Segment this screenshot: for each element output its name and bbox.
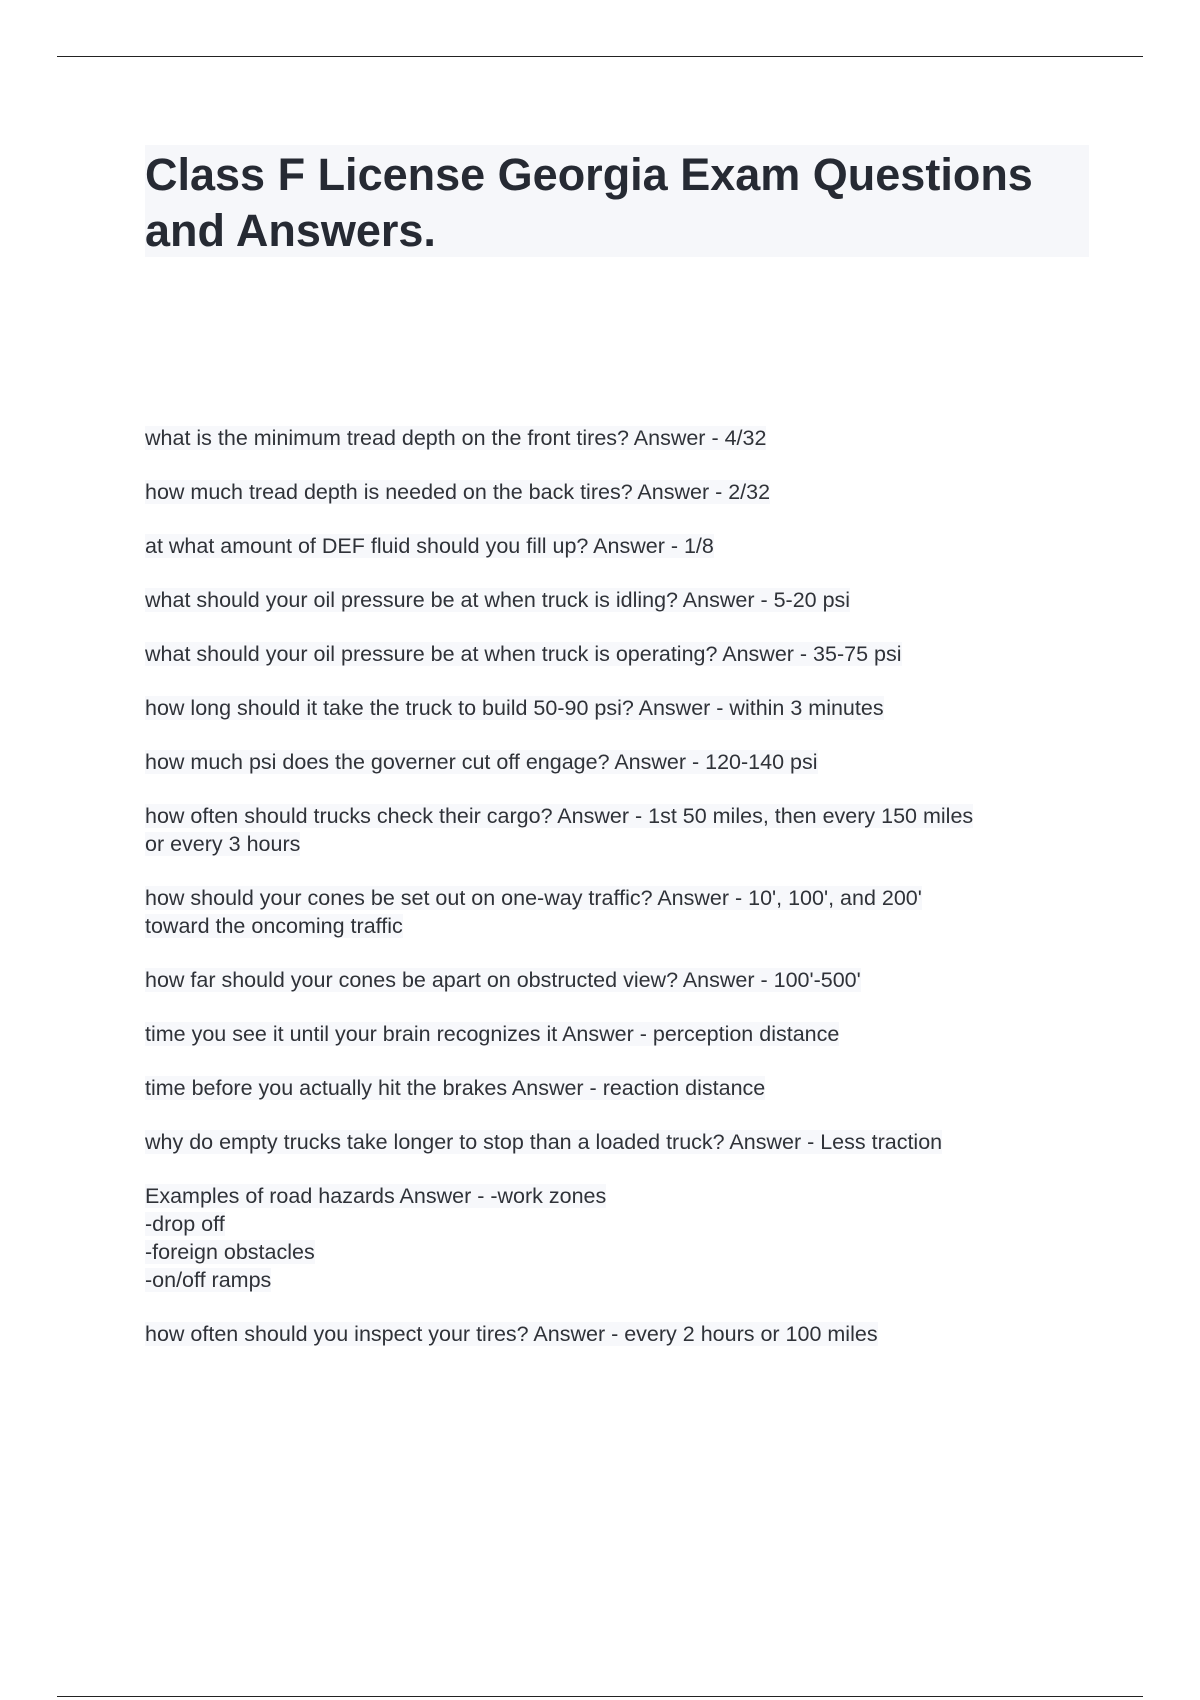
qa-text: how often should you inspect your tires? Answer - every 2 hours or 100 miles bbox=[145, 1322, 878, 1346]
qa-item bbox=[145, 586, 1085, 614]
qa-list bbox=[145, 424, 1085, 1374]
qa-text: what should your oil pressure be at when truck is operating? Answer - 35-75 psi bbox=[145, 642, 902, 666]
qa-text: how often should trucks check their cargo? Answer - 1st 50 miles, then every 150 miles or every 3 hours bbox=[145, 804, 974, 856]
qa-text: why do empty trucks take longer to stop than a loaded truck? Answer - Less traction bbox=[145, 1130, 943, 1154]
qa-text: how much psi does the governer cut off engage? Answer - 120-140 psi bbox=[145, 750, 818, 774]
qa-item bbox=[145, 424, 1085, 452]
qa-text: how much tread depth is needed on the back tires? Answer - 2/32 bbox=[145, 480, 771, 504]
qa-text: how long should it take the truck to build 50-90 psi? Answer - within 3 minutes bbox=[145, 696, 884, 720]
qa-item bbox=[145, 694, 1085, 722]
qa-text: time you see it until your brain recognizes it Answer - perception distance bbox=[145, 1022, 840, 1046]
title-block bbox=[145, 145, 1089, 257]
document-title: Class F License Georgia Exam Questions and Answers. bbox=[145, 149, 1033, 256]
qa-text: at what amount of DEF fluid should you fill up? Answer - 1/8 bbox=[145, 534, 714, 558]
qa-text: how far should your cones be apart on obstructed view? Answer - 100'-500' bbox=[145, 968, 861, 992]
qa-item bbox=[145, 1020, 1085, 1048]
qa-text: Examples of road hazards Answer - -work zones -drop off -foreign obstacles -on/off ramps bbox=[145, 1184, 607, 1292]
qa-text: time before you actually hit the brakes Answer - reaction distance bbox=[145, 1076, 766, 1100]
qa-item bbox=[145, 748, 1085, 776]
header-rule bbox=[57, 56, 1143, 57]
qa-item bbox=[145, 802, 1085, 858]
qa-item bbox=[145, 1182, 1085, 1294]
qa-text: what should your oil pressure be at when truck is idling? Answer - 5-20 psi bbox=[145, 588, 851, 612]
qa-item bbox=[145, 478, 1085, 506]
qa-text: how should your cones be set out on one-way traffic? Answer - 10', 100', and 200' toward the oncoming traffic bbox=[145, 886, 922, 938]
qa-item bbox=[145, 1128, 1085, 1156]
qa-item bbox=[145, 640, 1085, 668]
qa-item bbox=[145, 884, 1085, 940]
qa-text: what is the minimum tread depth on the front tires? Answer - 4/32 bbox=[145, 426, 767, 450]
qa-item bbox=[145, 966, 1085, 994]
qa-item bbox=[145, 1320, 1085, 1348]
qa-item bbox=[145, 1074, 1085, 1102]
qa-item bbox=[145, 532, 1085, 560]
footer-rule bbox=[57, 1696, 1143, 1697]
